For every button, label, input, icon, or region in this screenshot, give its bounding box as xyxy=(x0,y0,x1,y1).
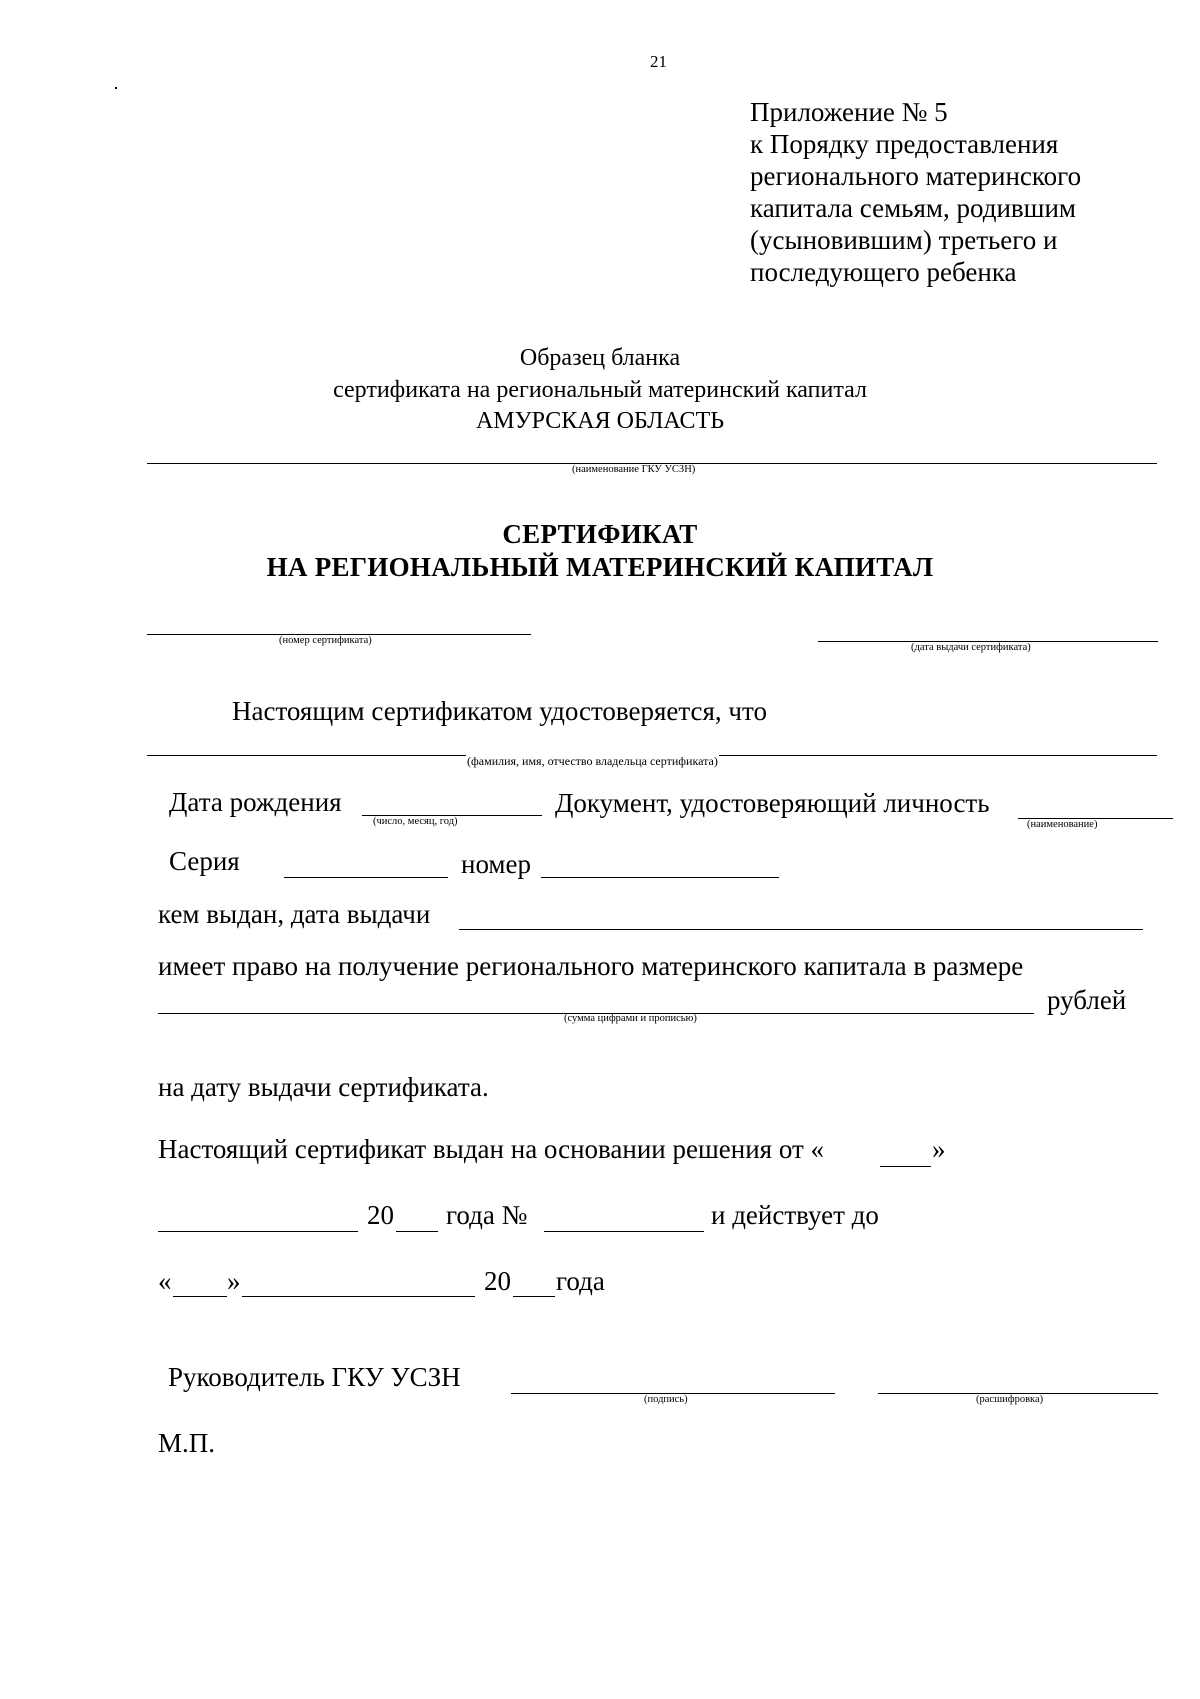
appendix-line: (усыновившим) третьего и xyxy=(750,225,1058,255)
id-document-label: Документ, удостоверяющий личность xyxy=(555,788,990,818)
appendix-line: регионального материнского xyxy=(750,161,1082,191)
decoding-caption: (расшифровка) xyxy=(976,1394,1044,1405)
sample-subheading: сертификата на региональный материнский капитал xyxy=(333,377,867,403)
sample-heading: Образец бланка xyxy=(519,345,681,371)
scan-speck xyxy=(115,87,117,89)
on-issue-date-text: на дату выдачи сертификата. xyxy=(158,1072,489,1102)
region-name: АМУРСКАЯ ОБЛАСТЬ xyxy=(475,408,725,434)
appendix-line: Приложение № 5 xyxy=(750,97,948,127)
birth-date-caption: (число, месяц, год) xyxy=(373,816,458,827)
appendix-line: к Порядку предоставления xyxy=(750,129,1059,159)
page-number: 21 xyxy=(650,52,667,71)
valid-until-year-line[interactable] xyxy=(513,1296,555,1297)
amount-caption: (сумма цифрами и прописью) xyxy=(564,1013,697,1024)
certificate-subtitle: НА РЕГИОНАЛЬНЫЙ МАТЕРИНСКИЙ КАПИТАЛ xyxy=(266,552,934,582)
appendix-line: капитала семьям, родившим xyxy=(750,193,1076,223)
agency-name-caption: (наименование ГКУ УСЗН) xyxy=(572,464,696,475)
issued-by-line[interactable] xyxy=(459,929,1143,930)
valid-until-year-prefix: 20 xyxy=(484,1266,511,1296)
series-label: Серия xyxy=(169,846,240,876)
signature-caption: (подпись) xyxy=(644,1394,688,1405)
owner-name-caption: (фамилия, имя, отчество владельца сертификата) xyxy=(467,754,718,768)
certifies-text: Настоящим сертификатом удостоверяется, что xyxy=(232,696,767,726)
decision-number-line[interactable] xyxy=(544,1231,704,1232)
valid-until-label: и действует до xyxy=(711,1200,879,1230)
decision-year-line[interactable] xyxy=(396,1231,438,1232)
appendix-block xyxy=(750,96,1081,288)
series-line[interactable] xyxy=(284,877,448,878)
valid-until-open-quote: « xyxy=(158,1266,172,1296)
decision-text: Настоящий сертификат выдан на основании решения от « xyxy=(158,1134,825,1164)
currency-label: рублей xyxy=(1047,985,1127,1015)
number-label: номер xyxy=(461,849,532,879)
valid-until-close-quote: » xyxy=(227,1266,241,1296)
issue-date-caption: (дата выдачи сертификата) xyxy=(911,642,1031,653)
certificate-number-caption: (номер сертификата) xyxy=(279,635,372,646)
decision-month-line[interactable] xyxy=(158,1231,358,1232)
decision-year-prefix: 20 xyxy=(367,1200,394,1230)
valid-until-day-line[interactable] xyxy=(173,1296,227,1297)
id-document-name-caption: (наименование) xyxy=(1027,819,1098,830)
entitlement-text: имеет право на получение регионального материнского капитала в размере xyxy=(158,951,1024,981)
birth-date-label: Дата рождения xyxy=(169,787,342,817)
certificate-title: СЕРТИФИКАТ xyxy=(502,519,698,549)
valid-until-year-word: года xyxy=(556,1266,605,1296)
appendix-line: последующего ребенка xyxy=(750,257,1017,287)
issued-by-label: кем выдан, дата выдачи xyxy=(158,899,431,929)
stamp-place-label: М.П. xyxy=(158,1428,216,1458)
head-of-agency-label: Руководитель ГКУ УСЗН xyxy=(168,1362,461,1392)
year-number-label: года № xyxy=(446,1200,528,1230)
decision-close-quote: » xyxy=(932,1134,946,1164)
number-line[interactable] xyxy=(541,877,779,878)
decision-day-line[interactable] xyxy=(880,1166,931,1167)
valid-until-month-line[interactable] xyxy=(242,1296,475,1297)
